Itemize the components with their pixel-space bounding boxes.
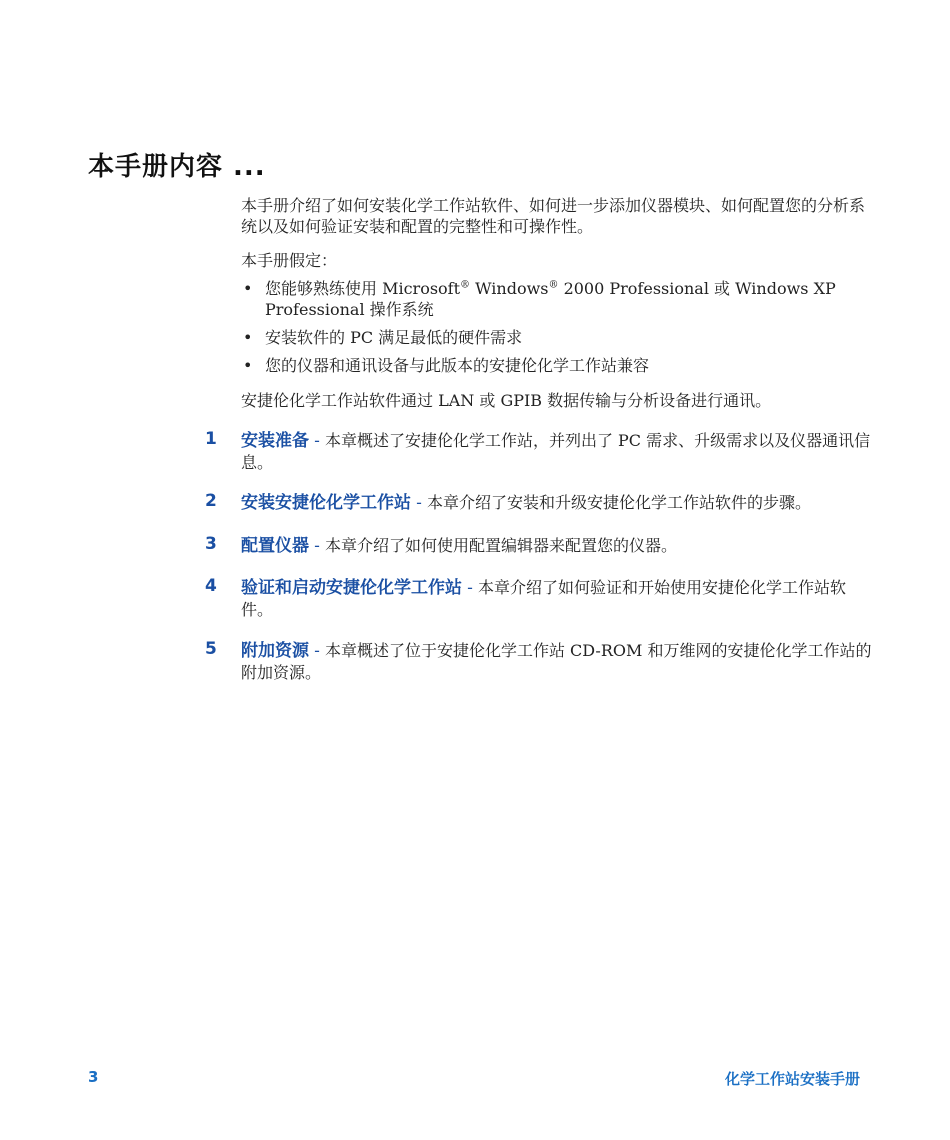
assumptions-label: 本手册假定： <box>241 251 338 270</box>
chapter-title-link[interactable]: 安装安捷伦化学工作站 <box>241 493 411 513</box>
footer-page-number: 3 <box>88 1068 99 1086</box>
chapter-entry-4 <box>205 577 875 620</box>
chapter-entry-1 <box>205 430 875 473</box>
chapter-entry-3 <box>205 535 875 557</box>
chapter-separator: - <box>309 536 325 555</box>
page-heading: 本手册内容 ... <box>88 152 266 182</box>
assumption-item <box>241 278 871 320</box>
chapter-entry-2 <box>205 492 875 514</box>
assumption-text-part: 2000 Professional 或 Windows XP Professional 操作系统 <box>265 279 836 319</box>
bullet-marker: • <box>243 356 253 375</box>
chapter-description: 本章概述了安捷伦化学工作站，并列出了 PC 需求、升级需求以及仪器通讯信息。 <box>241 431 871 472</box>
chapter-number: 4 <box>205 576 217 596</box>
footer-manual-title: 化学工作站安装手册 <box>724 1070 860 1088</box>
registered-mark: ® <box>460 279 471 291</box>
assumption-text: 安装软件的 PC 满足最低的硬件需求 <box>265 328 523 347</box>
assumption-text: 您的仪器和通讯设备与此版本的安捷伦化学工作站兼容 <box>265 356 650 375</box>
assumption-text-part: 您能够熟练使用 Microsoft <box>265 279 461 298</box>
assumption-item <box>241 355 871 376</box>
assumptions-list <box>241 278 871 383</box>
assumption-item <box>241 327 871 348</box>
chapter-separator: - <box>462 578 478 597</box>
registered-mark: ® <box>548 279 559 291</box>
chapter-description: 本章介绍了安装和升级安捷伦化学工作站软件的步骤。 <box>426 493 811 512</box>
chapter-number: 3 <box>205 534 217 554</box>
chapter-description: 本章介绍了如何使用配置编辑器来配置您的仪器。 <box>324 536 677 555</box>
chapter-separator: - <box>411 493 427 512</box>
chapter-number: 5 <box>205 639 217 659</box>
intro-paragraph: 本手册介绍了如何安装化学工作站软件、如何进一步添加仪器模块、如何配置您的分析系统以及如何验证安装和配置的完整性和可操作性。 <box>241 196 866 236</box>
chapter-separator: - <box>309 431 325 450</box>
communication-paragraph: 安捷伦化学工作站软件通过 LAN 或 GPIB 数据传输与分析设备进行通讯。 <box>241 391 772 410</box>
chapter-entry-5 <box>205 640 875 683</box>
chapter-title-link[interactable]: 附加资源 <box>241 641 309 661</box>
chapter-description: 本章概述了位于安捷伦化学工作站 CD-ROM 和万维网的安捷伦化学工作站的附加资源。 <box>241 641 872 682</box>
bullet-marker: • <box>243 279 253 298</box>
chapter-number: 1 <box>205 429 217 449</box>
chapter-description: 本章介绍了如何验证和开始使用安捷伦化学工作站软件。 <box>241 578 846 619</box>
chapter-title-link[interactable]: 配置仪器 <box>241 536 309 556</box>
chapter-title-link[interactable]: 安装准备 <box>241 431 309 451</box>
bullet-marker: • <box>243 328 253 347</box>
assumption-text-part: Windows <box>470 279 549 298</box>
chapter-title-link[interactable]: 验证和启动安捷伦化学工作站 <box>241 578 462 598</box>
chapter-separator: - <box>309 641 325 660</box>
chapter-number: 2 <box>205 491 217 511</box>
